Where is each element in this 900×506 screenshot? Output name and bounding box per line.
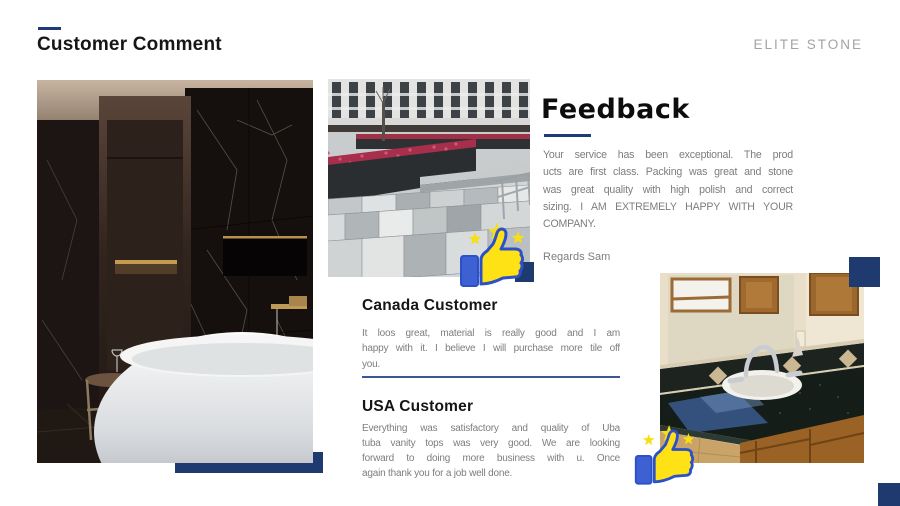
feedback-title-underline — [544, 134, 591, 137]
canada-customer-body — [362, 326, 620, 372]
page-title: Customer Comment — [37, 34, 222, 55]
testimonial-line: again thank you for a job well done. — [362, 468, 513, 479]
thumbs-up-stars-icon — [458, 220, 538, 290]
testimonial-line: It loos great, material is really good and I am — [362, 328, 620, 339]
thumbs-up-stars-icon — [633, 422, 707, 488]
feedback-line: was great quality with high polish and correct — [543, 183, 793, 196]
header-accent-line — [38, 27, 61, 30]
feedback-line: sizing. I AM EXTREMELY HAPPY WITH YOUR — [543, 200, 793, 213]
feedback-title: Feedback — [541, 94, 690, 125]
feedback-line: Your service has been exceptional. The prod — [543, 149, 793, 161]
decor-navy-square-vanity — [849, 257, 880, 287]
usa-customer-body — [362, 421, 620, 481]
bathroom-image — [37, 80, 313, 463]
testimonial-line: Everything was satisfactory and quality of Uba — [362, 423, 620, 434]
usa-customer-heading: USA Customer — [362, 398, 474, 415]
testimonial-line: you. — [362, 358, 381, 370]
testimonial-line: forward to doing more business with u. Once — [362, 453, 620, 464]
feedback-line: COMPANY. — [543, 218, 596, 231]
feedback-signature: Regards Sam — [543, 251, 611, 263]
section-divider-line — [362, 376, 620, 378]
feedback-line: ucts are first class. Packing was great and stone — [543, 166, 793, 179]
testimonial-line: tuba vanity tops was very good. We are looking — [362, 438, 620, 449]
feedback-body — [543, 147, 793, 233]
canada-customer-heading: Canada Customer — [362, 297, 498, 314]
decor-navy-square-corner — [878, 483, 900, 506]
testimonial-line: happy with it. I believe I will purchase more tile off — [362, 343, 620, 355]
brand-logo-text: ELITE STONE — [753, 37, 863, 52]
